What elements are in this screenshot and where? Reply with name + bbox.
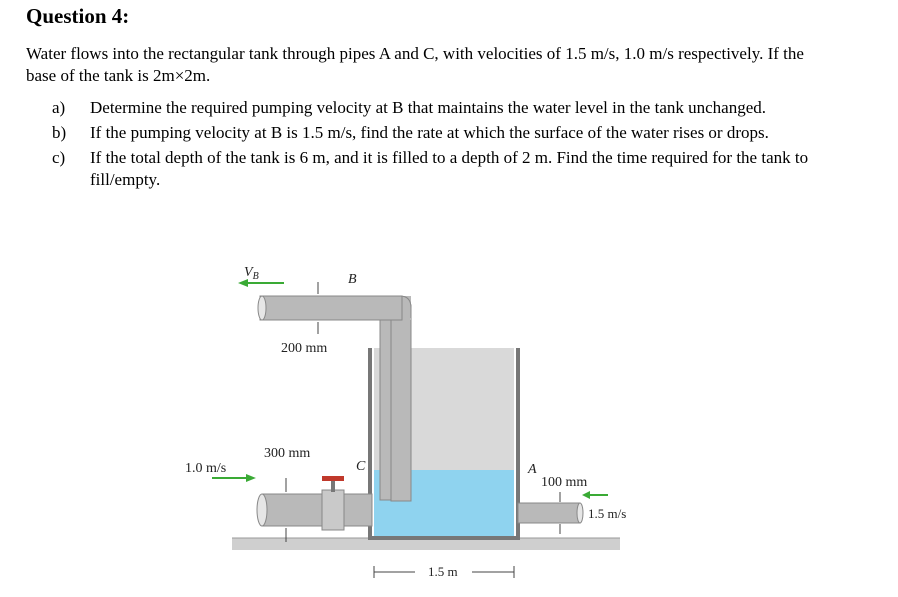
label-15ms: 1.5 m/s	[588, 506, 627, 521]
valve-handle	[322, 476, 344, 481]
part-b-label: b)	[52, 123, 67, 142]
pipe-c-coupling	[322, 490, 344, 530]
pipe-a-open-end	[577, 503, 583, 523]
label-100mm: 100 mm	[541, 475, 588, 490]
pipe-b	[260, 305, 393, 500]
part-a-label: a)	[52, 98, 66, 117]
pipe-c-open-end	[257, 494, 267, 526]
label-vb: $V_B$	[244, 265, 259, 282]
label-15m: 1.5 m	[428, 564, 458, 579]
pipe-b-open-end	[258, 296, 266, 320]
question-intro: Water flows into the rectangular tank through pipes A and C, with velocities of 1.5 m/s, 1.0 m/s respectively. If the base of the tank is 2m×2m.	[26, 44, 804, 85]
question-title: Question 4:	[26, 4, 130, 28]
valve-stem	[331, 480, 335, 492]
label-a: A	[528, 462, 537, 477]
arrow-c-head	[246, 474, 256, 482]
arrow-a-head	[582, 491, 590, 499]
part-a-text: Determine the required pumping velocity at B that maintains the water level in the tank unchanged.	[90, 98, 767, 117]
pipe-c	[262, 494, 372, 526]
label-200mm: 200 mm	[281, 341, 328, 356]
pipe-b-horizontal	[262, 296, 402, 320]
label-300mm: 300 mm	[264, 446, 311, 461]
label-b: B	[348, 272, 357, 287]
part-b-text: If the pumping velocity at B is 1.5 m/s, find the rate at which the surface of the water rises or drops.	[90, 123, 769, 142]
part-c-text: If the total depth of the tank is 6 m, and it is filled to a depth of 2 m. Find the time required for the tank to fill/empty.	[90, 148, 809, 189]
pipe-b-vertical	[391, 305, 411, 501]
part-c-label: c)	[52, 148, 66, 167]
arrow-vb-head	[238, 279, 248, 287]
label-c: C	[356, 459, 366, 474]
label-1ms: 1.0 m/s	[185, 461, 227, 476]
pipe-a	[518, 503, 580, 523]
